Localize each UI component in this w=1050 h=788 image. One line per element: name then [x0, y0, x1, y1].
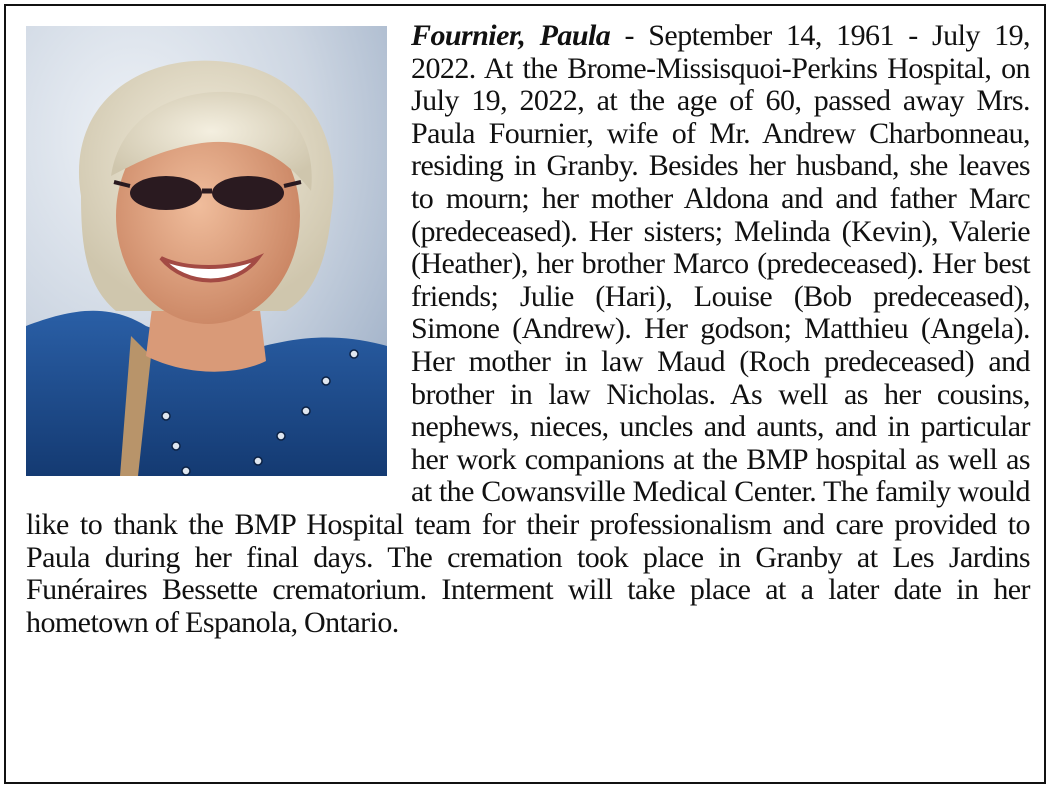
obituary-text: [26, 20, 1030, 639]
portrait-image: [26, 26, 387, 476]
life-dates: - September 14, 1961 - July 19, 2022.: [411, 19, 1030, 85]
obituary-card: [4, 4, 1046, 784]
deceased-name: Fournier, Paula: [411, 19, 611, 52]
portrait-photo: [26, 26, 387, 476]
obituary-body: At the Brome-Missisquoi-Perkins Hospital, on July 19, 2022, at the age of 60, passed away Mrs. Paula Fournier, wife of Mr. Andrew Charbonneau, residing in Granby. Besides her husband, she leaves to mourn; her mother Aldona and and father Marc (predeceased). Her sisters; Melinda (Kevin), Valerie (Heather), her brother Marco (predeceased). Her best friends; Julie (Hari), Louise (Bob predeceased), Simone (Andrew). Her godson; Matthieu (Angela). Her mother in law Maud (Roch predeceased) and brother in law Nicholas. As well as her cousins, nephews, nieces, uncles and aunts, and in particular her work companions at the BMP hospital as well as at the Cowansville Medical Center. The family would like to thank the BMP Hospital team for their professionalism and care provided to Paula during her final days. The cremation took place in Granby at Les Jardins Funéraires Bessette crematorium. Interment will take place at a later date in her hometown of Espanola, Ontario.: [26, 51, 1030, 639]
